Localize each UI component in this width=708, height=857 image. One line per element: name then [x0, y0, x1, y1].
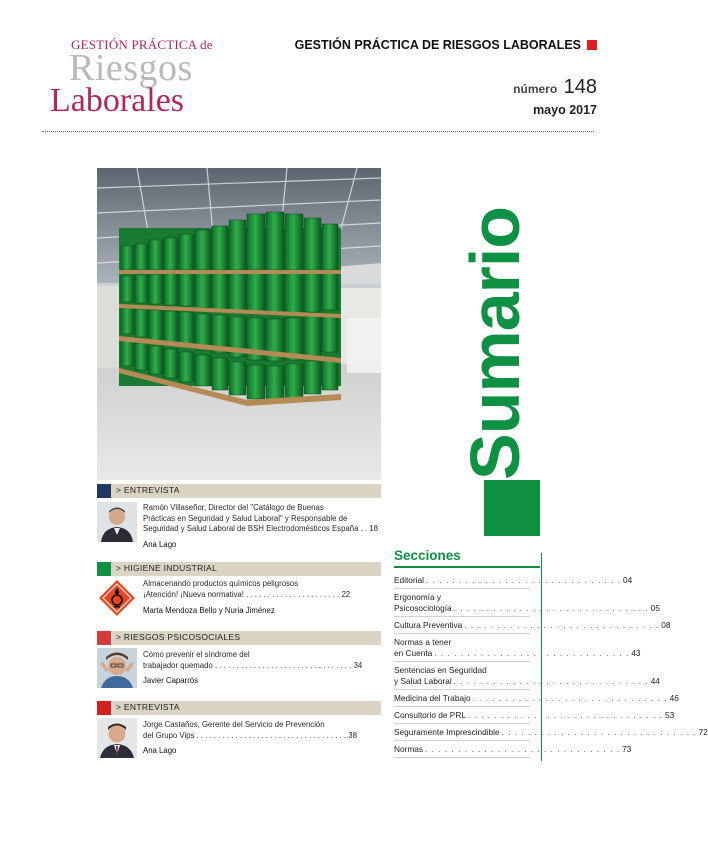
magazine-logo: [50, 31, 213, 119]
secciones-item[interactable]: [394, 634, 641, 662]
secciones-item-label: Medicina del Trabajo: [394, 693, 471, 703]
section-label: > ENTREVISTA: [116, 485, 180, 495]
article-line: Prácticas en Seguridad y Salud Laboral" y Responsable de: [143, 513, 348, 523]
secciones-item-row: [394, 693, 679, 704]
secciones-item[interactable]: [394, 617, 671, 634]
section-square-icon: [97, 484, 111, 498]
article-line: Cómo prevenir el síndrome del: [143, 650, 250, 659]
issue-number: [513, 76, 597, 99]
logo-middle-text: Riesgos: [69, 47, 193, 89]
secciones-leader-dots: . . . . . . . . . . . . . . . . . . . . . . . . . . . . . .: [425, 575, 621, 585]
logo-top-text: GESTIÓN PRÁCTICA de: [71, 37, 213, 52]
secciones-item-row: [394, 665, 530, 676]
stressed-worker-photo-icon: [97, 648, 137, 688]
secciones-item-row: [394, 620, 671, 631]
secciones-item[interactable]: [394, 589, 660, 617]
secciones-item-page: 08: [661, 620, 671, 630]
article-summary: [143, 579, 375, 600]
secciones-item-label: Seguramente Imprescindible: [394, 727, 500, 737]
article-thumbnail-portrait: [97, 502, 137, 542]
article-line: Ramón Villaseñor, Director del "Catálogo de Buenas: [143, 503, 324, 512]
secciones-item[interactable]: [394, 690, 679, 707]
secciones-item-label: Editorial: [394, 575, 424, 585]
article-thumbnail-hazard: [97, 578, 137, 618]
secciones-item-row: [394, 603, 660, 614]
portrait-photo-icon: [97, 502, 137, 542]
secciones-item[interactable]: [394, 572, 633, 589]
section-header-higiene-industrial: [97, 562, 381, 576]
article-author: Ana Lago: [143, 746, 177, 755]
secciones-list: [394, 572, 708, 758]
secciones-item-row: [394, 727, 708, 738]
green-block-accent: [484, 480, 540, 536]
section-label: > RIESGOS PSICOSOCIALES: [116, 632, 241, 642]
section-square-icon: [97, 562, 111, 576]
secciones-item-row: [394, 710, 675, 721]
secciones-item-page: 44: [650, 676, 660, 686]
secciones-leader-dots: . . . . . . . . . . . . . . . . . . . . . . . . . . . . . .: [453, 676, 649, 686]
article-author: Ana Lago: [143, 540, 177, 549]
secciones-item-row: [394, 637, 530, 648]
article-author: Marta Mendoza Bello y Nuria Jiménez: [143, 606, 275, 615]
portrait-photo-icon: [97, 718, 137, 758]
secciones-item-label: Ergonomía y: [394, 592, 442, 602]
secciones-item[interactable]: [394, 662, 660, 690]
article-line: Jorge Castaños, Gerente del Servicio de Prevención: [143, 720, 325, 729]
sumario-title: Sumario: [456, 206, 534, 480]
secciones-item[interactable]: [394, 741, 632, 758]
secciones-item-page: 43: [631, 648, 641, 658]
warehouse-drums-illustration: [97, 168, 381, 480]
secciones-item-label: Consultorio de PRL: [394, 710, 466, 720]
secciones-item-label: Cultura Preventiva: [394, 620, 463, 630]
secciones-item[interactable]: [394, 707, 675, 724]
secciones-item-label: Sentencias en Seguridad: [394, 665, 487, 675]
secciones-leader-dots: . . . . . . . . . . . . . . . . . . . . . . . . . . . . . .: [425, 744, 621, 754]
article-line: Almacenando productos químicos peligrosos: [143, 579, 299, 588]
issue-date: mayo 2017: [533, 103, 597, 117]
article-line: ¡Atención! ¡Nueva normativa! . . . . . . . . . . . . . . . . . . . . . . 22: [143, 589, 351, 599]
secciones-title: Secciones: [394, 548, 461, 563]
cover-photo-warehouse: [97, 168, 381, 480]
article-line: del Grupo Vips . . . . . . . . . . . . . . . . . . . . . . . . . . . . . . . . . . . 38: [143, 730, 357, 740]
article-author: Javier Caparrós: [143, 676, 199, 685]
secciones-item-page: 05: [650, 603, 660, 613]
secciones-leader-dots: . . . . . . . . . . . . . . . . . . . . . . . . . . . . . .: [434, 648, 630, 658]
section-square-icon: [97, 701, 111, 715]
article-summary: [143, 503, 378, 535]
publication-title: [295, 38, 597, 52]
secciones-item-page: 73: [622, 744, 632, 754]
section-header-riesgos-psicosociales: [97, 631, 381, 645]
secciones-item-row: [394, 648, 641, 659]
oxidizer-hazard-icon: [97, 578, 137, 618]
secciones-item-row: [394, 592, 530, 603]
section-header-entrevista-2: [97, 701, 381, 715]
secciones-title-rule: [394, 566, 540, 568]
secciones-leader-dots: . . . . . . . . . . . . . . . . . . . . . . . . . . . . . .: [472, 693, 668, 703]
publication-title-text: GESTIÓN PRÁCTICA DE RIESGOS LABORALES: [294, 38, 581, 52]
secciones-item-row: [394, 744, 632, 755]
article-summary: [143, 720, 375, 741]
secciones-item-page: 72: [698, 727, 708, 737]
secciones-item-label: en Cuenta: [394, 648, 433, 658]
issue-label: número: [513, 82, 558, 96]
article-thumbnail-stress: [97, 648, 137, 688]
secciones-leader-dots: . . . . . . . . . . . . . . . . . . . . . . . . . . . . . .: [453, 603, 649, 613]
section-header-entrevista-1: [97, 484, 381, 498]
issue-number-value: 148: [563, 76, 597, 98]
secciones-item-page: 46: [669, 693, 679, 703]
secciones-leader-dots: . . . . . . . . . . . . . . . . . . . . . . . . . . . . . .: [467, 710, 663, 720]
article-thumbnail-portrait: [97, 718, 137, 758]
header-divider: [42, 131, 594, 132]
section-square-icon: [97, 631, 111, 645]
secciones-leader-dots: . . . . . . . . . . . . . . . . . . . . . . . . . . . . . .: [464, 620, 660, 630]
secciones-item-label: Normas: [394, 744, 424, 754]
red-square-icon: [587, 40, 597, 50]
section-label: > HIGIENE INDUSTRIAL: [116, 563, 218, 573]
secciones-leader-dots: . . . . . . . . . . . . . . . . . . . . . . . . . . . . . .: [501, 727, 697, 737]
secciones-item-label: Psicosociología: [394, 603, 452, 613]
secciones-panel: [394, 548, 708, 754]
secciones-item-label: y Salud Laboral: [394, 676, 452, 686]
article-summary: [143, 650, 375, 671]
secciones-item-page: 04: [623, 575, 633, 585]
secciones-item[interactable]: [394, 724, 708, 741]
article-line: Seguridad y Salud Laboral de BSH Electrodomésticos España . . 18: [143, 524, 378, 533]
secciones-item-row: [394, 676, 660, 687]
logo-bottom-text: Laborales: [50, 82, 185, 119]
secciones-item-row: [394, 575, 633, 586]
section-label: > ENTREVISTA: [116, 702, 180, 712]
article-line: trabajador quemado . . . . . . . . . . . . . . . . . . . . . . . . . . . . . . . . 34: [143, 660, 363, 670]
secciones-item-page: 53: [664, 710, 675, 720]
secciones-item-label: Normas a tener: [394, 637, 452, 647]
